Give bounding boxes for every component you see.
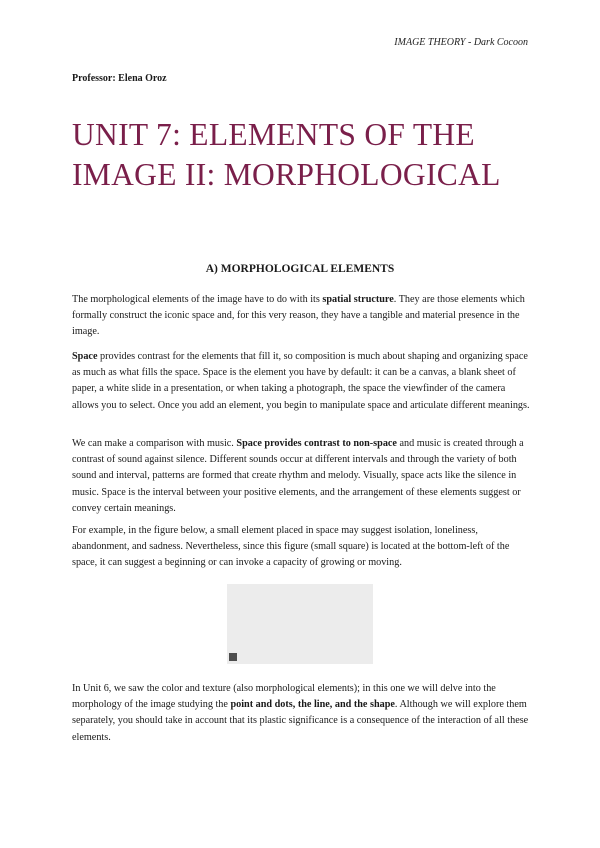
emphasis: Space — [72, 351, 98, 362]
paragraph-example: For example, in the figure below, a small element placed in space may suggest isolation, loneliness, abandonment, and sadness. Nevertheless, since this figure (small square) is located at the bottom-left of the space, it can suggest a beginning or can invoke a capacity of growing or moving. — [72, 525, 510, 569]
professor-line: Professor: Elena Oroz — [72, 73, 167, 84]
paragraph-music-comparison: We can make a comparison with music. Space provides contrast to non-space and music is created through a contrast of sound against silence. Different sounds occur at different intervals and through the variety of both sound and interval, patterns are formed that create rhythm and melody. Visually, space acts like the silence in music. Space is the interval between your positive elements, and the arrangement of these elements suggest or convey certain meanings. — [72, 438, 524, 514]
section-heading: A) MORPHOLOGICAL ELEMENTS — [205, 263, 395, 275]
emphasis: spatial structure — [322, 294, 394, 305]
paragraph-unit-overview: In Unit 6, we saw the color and texture (also morphological elements); in this one we will delve into the morphology of the image studying the point and dots, the line, and the shape. Although we will explore them separately, you should take in account that its plastic significance is a consequence of the interaction of all these elements. — [72, 683, 529, 743]
emphasis: Space provides contrast to non-space — [236, 438, 397, 449]
small-square — [229, 653, 237, 661]
paragraph-space: Space provides contrast for the elements that fill it, so composition is much about shaping and organizing space as much as what fills the space. Space is the element you have by default: it can be a canvas, a blank sheet of paper, a white slide in a presentation, or when taking a photograph, the space the viewfinder of the camera allows you to select. Once you add an element, you begin to manipulate space and articulate different meanings. — [72, 351, 530, 411]
page-title: UNIT 7: ELEMENTS OF THE IMAGE II: MORPHOLOGICAL — [72, 117, 501, 192]
emphasis: point and dots, the line, and the shape — [230, 699, 395, 711]
running-header: IMAGE THEORY - Dark Cocoon — [394, 37, 528, 48]
paragraph-spatial-structure: The morphological elements of the image have to do with its spatial structure. They are those elements which formally construct the iconic space and, for this very reason, they have a tangible and material presence in the image. — [72, 294, 525, 338]
space-figure — [227, 584, 373, 664]
